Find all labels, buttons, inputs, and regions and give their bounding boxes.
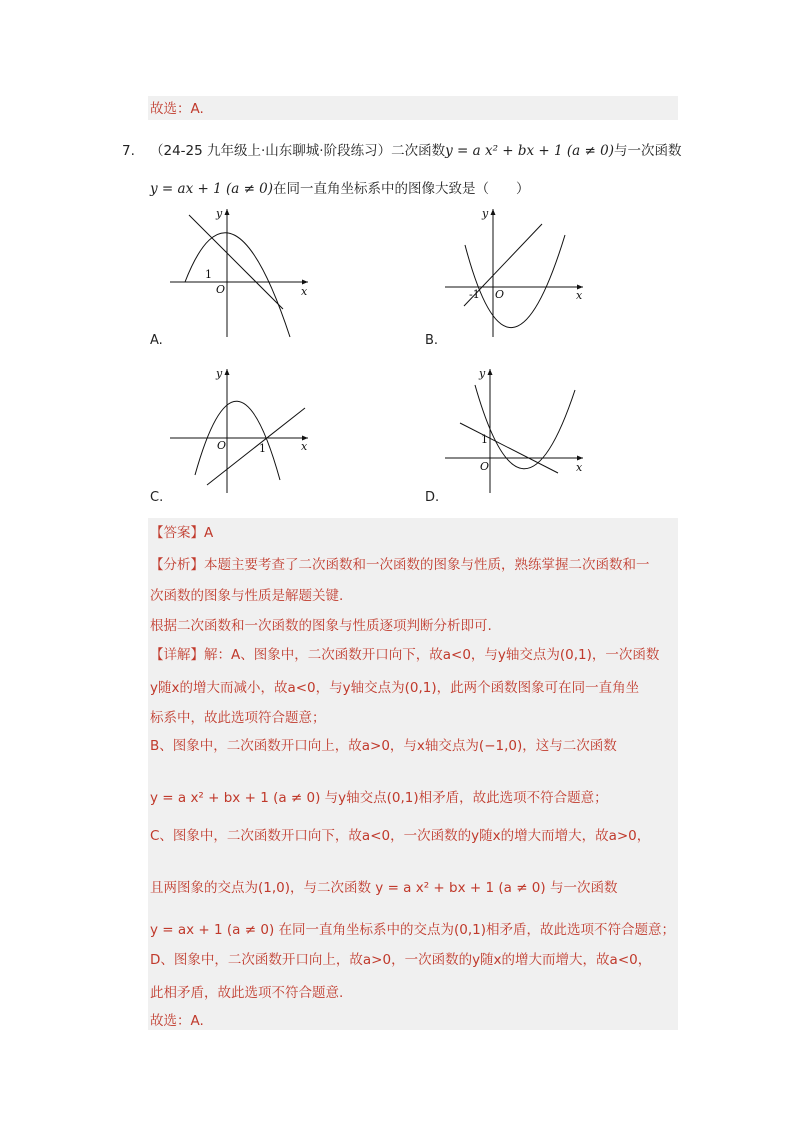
analysis-tag: 【分析】 bbox=[150, 557, 204, 573]
option-c-graph bbox=[165, 365, 315, 495]
question-text-b: 与一次函数 bbox=[614, 143, 682, 159]
analysis-line-2: 次函数的图象与性质是解题关键. bbox=[150, 588, 344, 604]
option-b-graph bbox=[440, 205, 590, 340]
option-d-graph bbox=[440, 365, 590, 495]
option-d-label[interactable]: D. bbox=[425, 490, 440, 505]
option-d-x-label: x bbox=[576, 461, 583, 474]
detail-text-1: 解：A、图象中，二次函数开口向下，故a<0，与y轴交点为(0,1)，一次函数 bbox=[204, 647, 660, 663]
option-b-x-label: x bbox=[576, 289, 583, 302]
option-a-y-label: y bbox=[216, 207, 223, 220]
option-b-origin-label: O bbox=[495, 288, 505, 301]
analysis-line-3: 根据二次函数和一次函数的图象与性质逐项判断分析即可. bbox=[150, 618, 492, 634]
detail-line-6: C、图象中，二次函数开口向下，故a<0，一次函数的y随x的增大而增大，故a>0， bbox=[150, 828, 651, 844]
detail-line-8: y = ax + 1 (a ≠ 0) 在同一直角坐标系中的交点为(0,1)相矛盾，故此选项不符合题意； bbox=[150, 922, 676, 938]
option-d-one-label: 1 bbox=[481, 433, 488, 446]
previous-answer-block bbox=[148, 96, 678, 120]
question-line-1 bbox=[150, 141, 682, 161]
question-text-a: 二次函数 bbox=[391, 143, 446, 159]
option-c-label[interactable]: C. bbox=[150, 490, 164, 505]
answer-line: 【答案】A bbox=[150, 525, 214, 541]
option-c-one-label: 1 bbox=[259, 442, 266, 455]
detail-line-9: D、图象中，二次函数开口向上，故a>0，一次函数的y随x的增大而增大，故a<0， bbox=[150, 952, 652, 968]
question-number: 7. bbox=[122, 143, 135, 159]
detail-line-7: 且两图象的交点为(1,0)，与二次函数 y = a x² + bx + 1 (a ≠ 0) 与一次函数 bbox=[150, 880, 618, 896]
linear-function: y = ax + 1 (a ≠ 0) bbox=[150, 181, 274, 197]
detail-line-1 bbox=[150, 645, 659, 665]
option-a-one-label: 1 bbox=[205, 268, 212, 281]
quadratic-function: y = a x² + bx + 1 (a ≠ 0) bbox=[445, 143, 614, 159]
option-a-graph bbox=[165, 205, 315, 340]
final-answer: 故选：A. bbox=[150, 1013, 204, 1029]
option-a-origin-label: O bbox=[216, 283, 226, 296]
previous-answer: 故选：A. bbox=[150, 101, 204, 117]
question-line-2 bbox=[150, 179, 530, 199]
question-text-c: 在同一直角坐标系中的图像大致是（ ） bbox=[273, 181, 530, 197]
option-b-y-label: y bbox=[482, 207, 489, 220]
analysis-line-1 bbox=[150, 555, 650, 575]
option-d-origin-label: O bbox=[480, 460, 490, 473]
detail-line-3: 标系中，故此选项符合题意； bbox=[150, 710, 326, 726]
detail-line-5: y = a x² + bx + 1 (a ≠ 0) 与y轴交点(0,1)相矛盾，故此选项不符合题意； bbox=[150, 790, 608, 806]
option-d-y-label: y bbox=[479, 367, 486, 380]
option-b-neg-one-label: -1 bbox=[469, 288, 480, 301]
detail-tag: 【详解】 bbox=[150, 647, 204, 663]
detail-line-2: y随x的增大而减小，故a<0，与y轴交点为(0,1)，此两个函数图象可在同一直角坐 bbox=[150, 680, 640, 696]
option-c-x-label: x bbox=[301, 440, 308, 453]
detail-line-10: 此相矛盾，故此选项不符合题意. bbox=[150, 985, 344, 1001]
detail-line-4: B、图象中，二次函数开口向上，故a>0，与x轴交点为(−1,0)，这与二次函数 bbox=[150, 738, 617, 754]
option-a-label[interactable]: A. bbox=[150, 333, 163, 348]
option-c-origin-label: O bbox=[217, 439, 227, 452]
analysis-text-1: 本题主要考查了二次函数和一次函数的图象与性质，熟练掌握二次函数和一 bbox=[204, 557, 650, 573]
question-source: （24-25 九年级上·山东聊城·阶段练习） bbox=[150, 143, 392, 159]
option-c-y-label: y bbox=[216, 367, 223, 380]
option-a-x-label: x bbox=[301, 285, 308, 298]
option-b-label[interactable]: B. bbox=[425, 333, 439, 348]
